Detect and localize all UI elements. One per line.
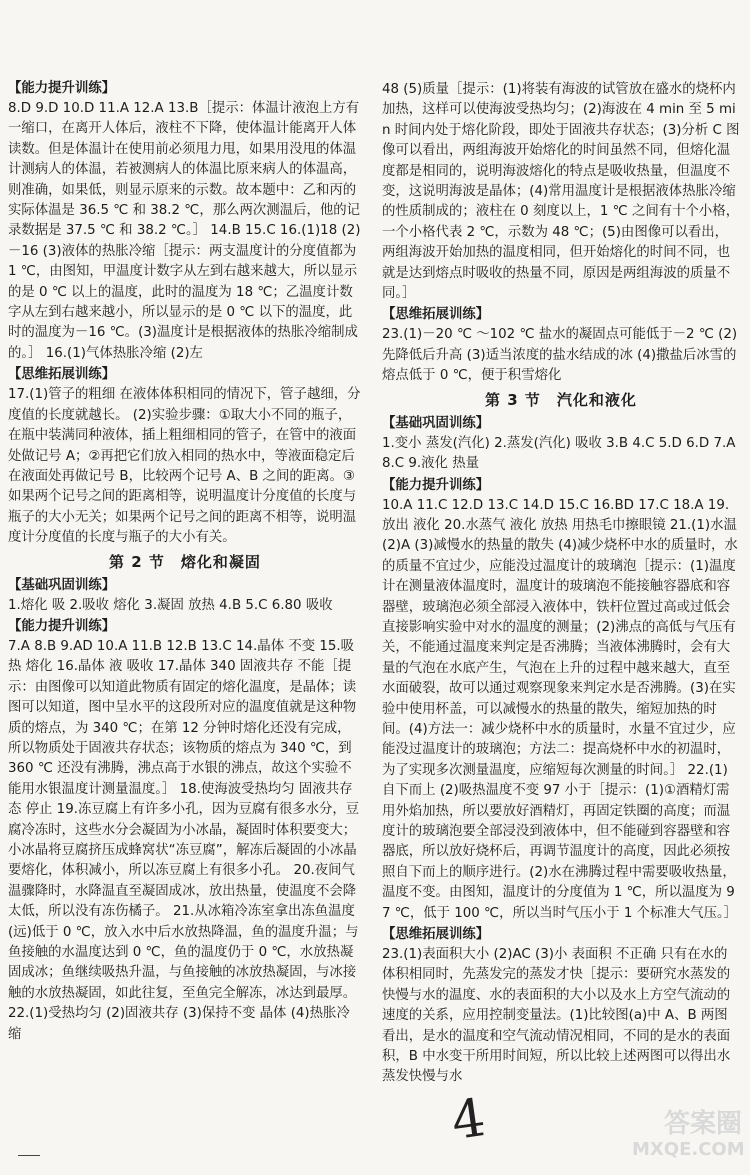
- exercise-header: 【思维拓展训练】: [382, 927, 490, 943]
- left-column: [8, 78, 362, 1045]
- answer-text: 48 (5)质量［提示：(1)将装有海波的试管放在盛水的烧杯内加热，这样可以使海波受热均匀；(2)海波在 4 min 至 5 min 时间内处于熔化阶段，即处于固液共存状态；(3)分析 C 图像可以看出，两组海波开始熔化的时间虽然不同，但熔化温度都是相同的，说明海波熔化的特点是吸收热量，但温度不变，这说明海波是晶体；(4)常用温度计是根据液体热胀冷缩的性质制成的；液柱在 0 刻度以上，1 ℃ 之间有十个小格，一个小格代表 2 ℃，示数为 48 ℃；(5)由图像可以看出，两组海波开始加热的温度相同，但开始熔化的时间不同，也就是达到熔点时吸收的热量不同，原因是两组海波的质量不同。］: [382, 82, 740, 302]
- exercise-header: 【基础巩固训练】: [8, 577, 116, 593]
- section-title: 第 2 节 熔化和凝固: [109, 552, 261, 571]
- exercise-header: 【基础巩固训练】: [382, 415, 490, 431]
- right-column: [382, 80, 740, 1088]
- answer-text: 17.(1)管子的粗细 在液体体积相同的情况下，管子越细，分度值的长度就越长。 (2)实验步骤：①取大小不同的瓶子，在瓶中装满同种液体，插上粗细相同的管子，在管中的液面处做记号 A；②再把它们放入相同的热水中，等液面稳定后在液面处再做记号 B，比较两个记号 A、B 之间的距离。③如果两个记号之间的距离相等，说明温度计分度值的长度与瓶子的大小无关；如果两个记号之间的距离不相等，说明温度计分度值的长度与瓶子的大小有关。: [8, 387, 361, 546]
- answer-text: 23.(1)表面积大小 (2)AC (3)小 表面积 不正确 只有在水的体积相同时，先蒸发完的蒸发才快［提示：要研究水蒸发的快慢与水的温度、水的表面积的大小以及水上方空气流动的速度的关系，应用控制变量法。(1)比较图(a)中 A、B 两图看出，是水的温度和空气流动情况相同，不同的是水的表面积，B 中水变干所用时间短，所以比较上述两图可以得出水蒸发快慢与水: [382, 947, 731, 1085]
- answer-text: 23.(1)－20 ℃ ～102 ℃ 盐水的凝固点可能低于－2 ℃ (2)先降低后升高 (3)适当浓度的盐水结成的冰 (4)撒盐后冰雪的熔点低于 0 ℃，便于积雪熔化: [382, 327, 738, 384]
- answer-text: 8.D 9.D 10.D 11.A 12.A 13.B［提示：体温计液泡上方有一缩口，在离开人体后，液柱不下降，使体温计能离开人体读数。但是体温计在使用前必须甩力甩，如果用没甩的体温计测病人的体温，若被测病人的体温比原来病人的体温高，则准确，如果低，则显示原来的示数。故本题中：乙和丙的实际体温是 36.5 ℃ 和 38.2 ℃，那么两次测温后，他的记录数据是 37.5 ℃ 和 38.2 ℃。］ 14.B 15.C 16.(1)18 (2)－16 (3)液体的热胀冷缩［提示：两支温度计的分度值都为 1 ℃，由图知，甲温度计数字从左到右越来越大，所以显示的是 0 ℃ 以上的温度，此时的温度为 18 ℃；乙温度计数字从左到右越来越小，所以显示的是 0 ℃ 以下的温度，此时的温度为－16 ℃。(3)温度计是根据液体的热胀冷缩制成的。］ 16.(1)气体热胀冷缩 (2)左: [8, 101, 361, 361]
- watermark-logo: [632, 1109, 745, 1169]
- answer-text: 1.变小 蒸发(汽化) 2.蒸发(汽化) 吸收 3.B 4.C 5.D 6.D 7.A 8.C 9.液化 热量: [382, 435, 736, 472]
- watermark-line1: 答案圈: [663, 1109, 742, 1139]
- answer-text: 7.A 8.B 9.AD 10.A 11.B 12.B 13.C 14.晶体 不变 15.吸热 熔化 16.晶体 液 吸收 17.晶体 340 固液共存 不能［提示：由图像可以知道此物质有固定的熔化温度，是晶体；读图可以知道，图中呈水平的这段所对应的温度值就是这种物质的熔点，为 340 ℃；在第 12 分钟时熔化还没有完成，所以物质处于固液共存状态；该物质的熔点为 340 ℃，到 360 ℃ 还没有沸腾，沸点高于水银的沸点，故这个实验不能用水银温度计测量温度。］ 18.使海波受热均匀 固液共存态 停止 19.冻豆腐上有许多小孔，因为豆腐有很多水分，豆腐冷冻时，这些水分会凝固为小冰晶，凝固时体积要变大；小冰晶将豆腐挤压成蜂窝状“冻豆腐”，解冻后凝固的小冰晶要熔化，体积减小，所以冻豆腐上有很多小孔。 20.夜间气温骤降时，水降温直至凝固成冰，放出热量，使温度不会降太低，所以没有冻伤橘子。 21.从冰箱冷冻室拿出冻鱼温度(远)低于 0 ℃，放入水中后水放热降温，鱼的温度升温；与鱼接触的水温度达到 0 ℃，鱼的温度仍于 0 ℃，水放热凝固成冰；鱼继续吸热升温，与鱼接触的冰放热凝固，与冰接触的水放热凝固，如此往复，至鱼完全解冻，冰达到最厚。 22.(1)受热均匀 (2)固液共存 (3)保持不变 晶体 (4)热胀冷缩: [8, 638, 360, 1042]
- exercise-header: 【思维拓展训练】: [382, 307, 490, 323]
- page-number: 4: [447, 1087, 490, 1153]
- exercise-header: 【能力提升训练】: [8, 81, 116, 96]
- section-title: 第 3 节 汽化和液化: [485, 390, 637, 409]
- exercise-header: 【思维拓展训练】: [8, 367, 116, 383]
- answer-text: 1.熔化 吸 2.吸收 熔化 3.凝固 放热 4.B 5.C 6.80 吸收: [8, 597, 333, 613]
- margin-mark: [18, 1155, 40, 1156]
- answer-text: 10.A 11.C 12.D 13.C 14.D 15.C 16.BD 17.C 18.A 19.放出 液化 20.水蒸气 液化 放热 用热毛巾擦眼镜 21.(1)水温 (2)A (3)减慢水的热量的散失 (4)减少烧杯中水的质量时，水的质量不宜过少，应能没过温度计的玻璃泡［提示：(1)温度计在测量液体温度时，温度计的玻璃泡不能接触容器底和容器壁，玻璃泡必须全部浸入液体中，铁杆位置过高或过低会直接影响实验中对水的温度的测量；(2)沸点的高低与气压有关，不能通过温度来判定是否沸腾；当液体沸腾时，会有大量的气泡在水底产生，气泡在上升的过程中越来越大，直至水面破裂，故可以通过观察现象来判定水是否沸腾。(3)在实验中使用杯盖，可以减慢水的热量的散失，缩短加热的时间。(4)方法一：减少烧杯中水的质量时，水量不宜过少，应能没过温度计的玻璃泡；方法二：提高烧杯中水的初温时，为了实现多次测量温度，应缩短每次测量的时间。］ 22.(1)自下而上 (2)吸热温度不变 97 小于［提示：(1)①酒精灯需用外焰加热，所以要放好酒精灯，再固定铁圈的高度；而温度计的玻璃泡要全部浸没到液体中，但不能碰到容器壁和容器底，所以放好烧杯后，再调节温度计的高度，因此必须按照自下而上的顺序进行。(2)水在沸腾过程中需要吸收热量，温度不变。由图知，温度计的分度值为 1 ℃，所以温度为 97 ℃，低于 100 ℃，所以当时气压小于 1 个标准大气压。］: [382, 497, 738, 921]
- watermark-line2: MXQE.COM: [632, 1139, 745, 1160]
- exercise-header: 【能力提升训练】: [382, 477, 490, 493]
- exercise-header: 【能力提升训练】: [8, 618, 116, 634]
